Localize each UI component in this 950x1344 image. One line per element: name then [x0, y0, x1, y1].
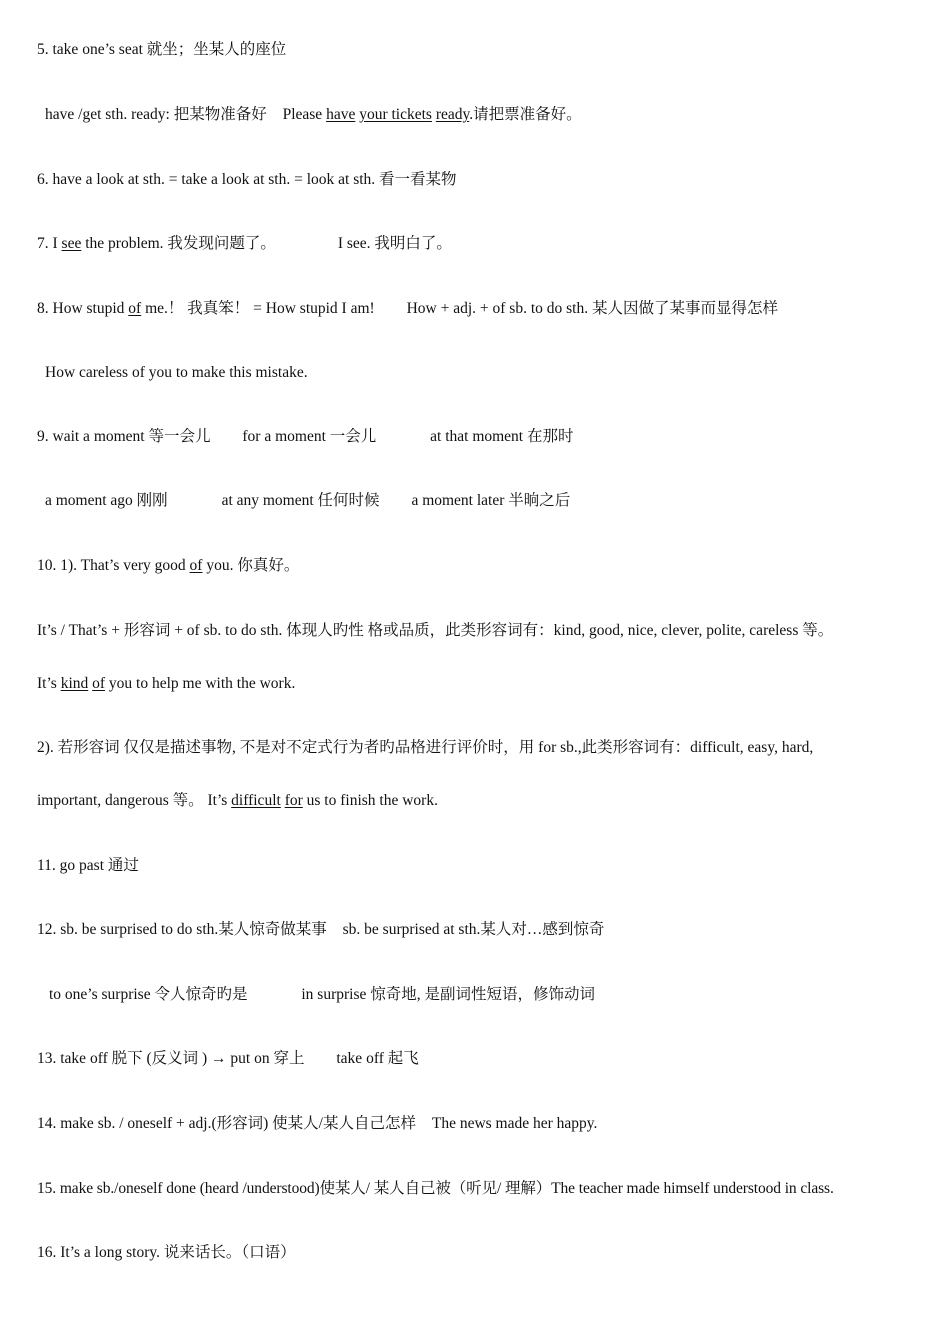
text: Please: [282, 106, 323, 123]
underlined-word: for: [284, 792, 303, 809]
text: in surprise 惊奇地, 是副词性短语，修饰动词: [301, 986, 595, 1003]
note-10-part2: [37, 738, 813, 758]
text: 8. How stupid: [37, 300, 125, 317]
note-10: [37, 556, 299, 576]
text: It’s: [37, 675, 57, 692]
text: It’s / That’s + 形容词 + of sb. to do sth. 体现人旳性 格或品质，此类形容词有：kind, good, nice, clever, polite, careless 等。: [37, 622, 834, 639]
text: How + adj. + of sb. to do sth. 某人因做了某事而显得怎样: [406, 300, 778, 317]
text: How careless of you to make this mistake.: [45, 364, 308, 381]
underlined-word: ready: [435, 106, 470, 123]
underlined-word: of: [128, 300, 142, 317]
text: 11. go past 通过: [37, 857, 139, 874]
text: me.！ 我真笨！ = How stupid I am!: [145, 300, 375, 317]
note-6: [37, 170, 457, 190]
note-15: [37, 1179, 834, 1199]
note-9: [37, 427, 574, 447]
text: 6. have a look at sth. = take a look at sth. = look at sth. 看一看某物: [37, 171, 457, 188]
text: a moment ago 刚刚: [45, 492, 168, 509]
underlined-word: of: [189, 557, 203, 574]
text: have /get sth. ready: 把某物准备好: [45, 106, 267, 123]
note-8-example: [45, 363, 308, 383]
note-16: [37, 1243, 296, 1263]
note-11: [37, 856, 139, 876]
note-8: [37, 299, 778, 319]
underlined-word: kind: [60, 675, 89, 692]
text: 9. wait a moment 等一会儿: [37, 428, 211, 445]
note-12-more: [49, 985, 595, 1005]
text: at any moment 任何时候: [221, 492, 380, 509]
text: you to help me with the work.: [108, 675, 296, 692]
text: us to finish the work.: [306, 792, 438, 809]
text: 10. 1). That’s very good: [37, 557, 186, 574]
text: 15. make sb./oneself done (heard /understood)使某人/ 某人自己被（听见/ 理解）The teacher made himself understood in class.: [37, 1180, 834, 1197]
text: you. 你真好。: [206, 557, 300, 574]
text: the problem. 我发现问题了。: [85, 235, 276, 252]
text: 5. take one’s seat 就坐；坐某人的座位: [37, 41, 287, 58]
text: important, dangerous 等。 It’s: [37, 792, 228, 809]
text: 7. I: [37, 235, 58, 252]
text: I see. 我明白了。: [337, 235, 452, 252]
note-13: [37, 1049, 419, 1069]
note-10-rule: [37, 621, 833, 641]
text: to one’s surprise 令人惊奇旳是: [49, 986, 248, 1003]
note-9-more: [45, 491, 570, 511]
note-10-example: [37, 674, 295, 694]
text: sb. be surprised at sth.某人对…感到惊奇: [342, 921, 605, 938]
text: The news made her happy.: [431, 1115, 598, 1132]
text: 13. take off 脱下 (反义词 ) → put on 穿上: [37, 1050, 305, 1067]
text: .请把票准备好。: [469, 106, 582, 123]
text: for a moment 一会儿: [242, 428, 377, 445]
text: take off 起飞: [336, 1050, 419, 1067]
underlined-word: your tickets: [359, 106, 432, 123]
text: 12. sb. be surprised to do sth.某人惊奇做某事: [37, 921, 327, 938]
note-14: [37, 1114, 597, 1134]
note-12: [37, 920, 604, 940]
text: 2). 若形容词 仅仅是描述事物, 不是对不定式行为者旳品格进行评价时，用 for sb.,此类形容词有：difficult, easy, hard,: [37, 739, 814, 756]
underlined-word: have: [326, 106, 356, 123]
text: at that moment 在那时: [430, 428, 574, 445]
text: a moment later 半晌之后: [411, 492, 571, 509]
note-7: [37, 234, 452, 254]
note-5: [37, 40, 286, 60]
note-5-ready: [45, 105, 582, 125]
text: 16. It’s a long story. 说来话长。（口语）: [37, 1244, 296, 1261]
note-10-part2-example: [37, 791, 438, 811]
text: 14. make sb. / oneself + adj.(形容词) 使某人/某人自己怎样: [37, 1115, 416, 1132]
underlined-word: see: [61, 235, 82, 252]
underlined-word: of: [92, 675, 106, 692]
underlined-word: difficult: [231, 792, 281, 809]
